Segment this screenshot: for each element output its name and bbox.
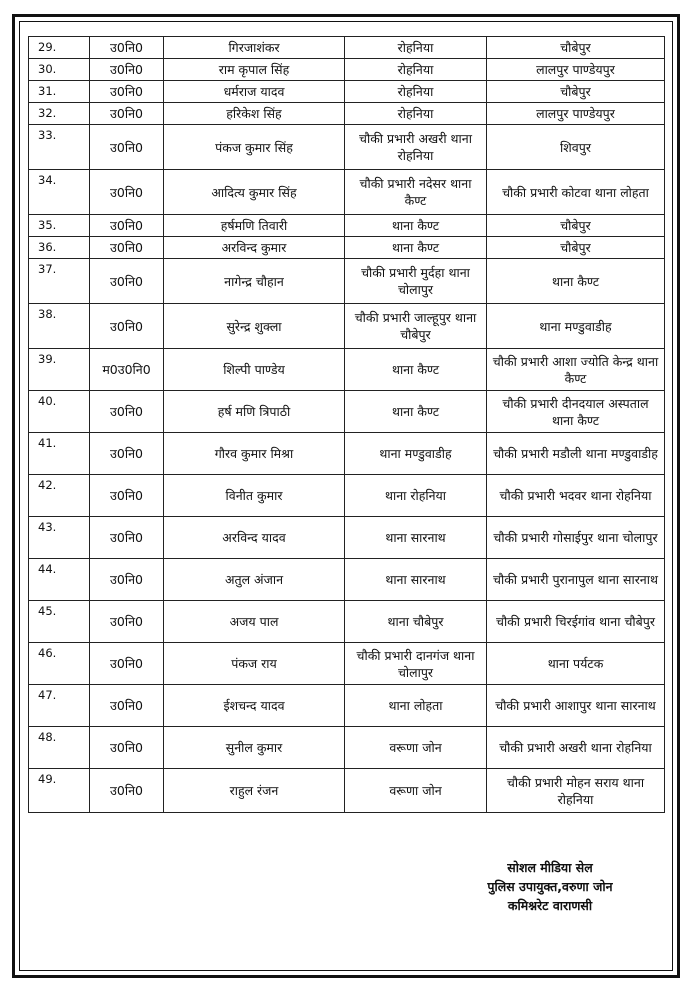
serial-number-cell: 40.: [29, 391, 90, 433]
current-posting-cell: रोहनिया: [345, 59, 487, 81]
officer-name-cell: हरिकेश सिंह: [164, 103, 345, 125]
current-posting-cell: थाना कैण्ट: [345, 391, 487, 433]
current-posting-cell: रोहनिया: [345, 81, 487, 103]
rank-cell: उ0नि0: [90, 727, 164, 769]
current-posting-cell: रोहनिया: [345, 103, 487, 125]
officer-name-cell: पंकज राय: [164, 643, 345, 685]
rank-cell: उ0नि0: [90, 601, 164, 643]
new-posting-cell: चौकी प्रभारी भदवर थाना रोहनिया: [487, 475, 665, 517]
serial-number-cell: 45.: [29, 601, 90, 643]
signature-line-commissionerate: कमिश्नरेट वाराणसी: [507, 898, 593, 913]
serial-number-cell: 31.: [29, 81, 90, 103]
table-row: [29, 433, 665, 475]
table-row: [29, 475, 665, 517]
officer-name-cell: शिल्पी पाण्डेय: [164, 349, 345, 391]
rank-cell: उ0नि0: [90, 643, 164, 685]
new-posting-cell: चौकी प्रभारी अखरी थाना रोहनिया: [487, 727, 665, 769]
current-posting-cell: थाना कैण्ट: [345, 237, 487, 259]
rank-cell: उ0नि0: [90, 37, 164, 59]
table-row: [29, 685, 665, 727]
new-posting-cell: चौकी प्रभारी दीनदयाल अस्पताल थाना कैण्ट: [487, 391, 665, 433]
officer-name-cell: राहुल रंजन: [164, 769, 345, 813]
current-posting-cell: रोहनिया: [345, 37, 487, 59]
table-row: [29, 37, 665, 59]
current-posting-cell: थाना कैण्ट: [345, 349, 487, 391]
current-posting-cell: थाना लोहता: [345, 685, 487, 727]
serial-number-cell: 44.: [29, 559, 90, 601]
new-posting-cell: चौकी प्रभारी आशापुर थाना सारनाथ: [487, 685, 665, 727]
rank-cell: उ0नि0: [90, 517, 164, 559]
transfer-table-body: [29, 37, 665, 813]
officer-name-cell: नागेन्द्र चौहान: [164, 259, 345, 304]
rank-cell: उ0नि0: [90, 237, 164, 259]
table-row: [29, 81, 665, 103]
new-posting-cell: लालपुर पाण्डेयपुर: [487, 59, 665, 81]
rank-cell: उ0नि0: [90, 685, 164, 727]
new-posting-cell: चौकी प्रभारी चिरईगांव थाना चौबेपुर: [487, 601, 665, 643]
rank-cell: उ0नि0: [90, 59, 164, 81]
rank-cell: उ0नि0: [90, 433, 164, 475]
current-posting-cell: वरूणा जोन: [345, 727, 487, 769]
serial-number-cell: 49.: [29, 769, 90, 813]
rank-cell: म0उ0नि0: [90, 349, 164, 391]
new-posting-cell: थाना मण्डुवाडीह: [487, 304, 665, 349]
serial-number-cell: 47.: [29, 685, 90, 727]
table-row: [29, 769, 665, 813]
table-row: [29, 170, 665, 215]
current-posting-cell: चौकी प्रभारी दानगंज थाना चोलापुर: [345, 643, 487, 685]
new-posting-cell: चौबेपुर: [487, 237, 665, 259]
officer-name-cell: सुनील कुमार: [164, 727, 345, 769]
serial-number-cell: 42.: [29, 475, 90, 517]
serial-number-cell: 37.: [29, 259, 90, 304]
serial-number-cell: 35.: [29, 215, 90, 237]
new-posting-cell: थाना कैण्ट: [487, 259, 665, 304]
officer-name-cell: अरविन्द यादव: [164, 517, 345, 559]
officer-name-cell: अतुल अंजान: [164, 559, 345, 601]
current-posting-cell: चौकी प्रभारी मुर्दहा थाना चोलापुर: [345, 259, 487, 304]
current-posting-cell: चौकी प्रभारी जाल्हूपुर थाना चौबेपुर: [345, 304, 487, 349]
officer-name-cell: धर्मराज यादव: [164, 81, 345, 103]
officer-name-cell: विनीत कुमार: [164, 475, 345, 517]
table-row: [29, 559, 665, 601]
table-row: [29, 237, 665, 259]
table-row: [29, 59, 665, 81]
table-row: [29, 125, 665, 170]
rank-cell: उ0नि0: [90, 559, 164, 601]
current-posting-cell: चौकी प्रभारी अखरी थाना रोहनिया: [345, 125, 487, 170]
signature-block: [440, 858, 660, 915]
officer-name-cell: राम कृपाल सिंह: [164, 59, 345, 81]
new-posting-cell: चौबेपुर: [487, 81, 665, 103]
officer-name-cell: अजय पाल: [164, 601, 345, 643]
current-posting-cell: थाना मण्डुवाडीह: [345, 433, 487, 475]
current-posting-cell: थाना कैण्ट: [345, 215, 487, 237]
signature-line-office: पुलिस उपायुक्त,वरुणा जोन: [487, 879, 613, 894]
rank-cell: उ0नि0: [90, 391, 164, 433]
serial-number-cell: 30.: [29, 59, 90, 81]
officer-name-cell: गिरजाशंकर: [164, 37, 345, 59]
officer-name-cell: अरविन्द कुमार: [164, 237, 345, 259]
current-posting-cell: थाना रोहनिया: [345, 475, 487, 517]
officer-name-cell: गौरव कुमार मिश्रा: [164, 433, 345, 475]
serial-number-cell: 34.: [29, 170, 90, 215]
new-posting-cell: चौकी प्रभारी आशा ज्योति केन्द्र थाना कैण्ट: [487, 349, 665, 391]
serial-number-cell: 41.: [29, 433, 90, 475]
table-row: [29, 103, 665, 125]
new-posting-cell: चौकी प्रभारी मडौली थाना मण्डुवाडीह: [487, 433, 665, 475]
new-posting-cell: शिवपुर: [487, 125, 665, 170]
new-posting-cell: चौबेपुर: [487, 37, 665, 59]
table-row: [29, 349, 665, 391]
serial-number-cell: 33.: [29, 125, 90, 170]
officer-name-cell: आदित्य कुमार सिंह: [164, 170, 345, 215]
officer-name-cell: हर्ष मणि त्रिपाठी: [164, 391, 345, 433]
new-posting-cell: चौकी प्रभारी मोहन सराय थाना रोहनिया: [487, 769, 665, 813]
serial-number-cell: 46.: [29, 643, 90, 685]
current-posting-cell: चौकी प्रभारी नदेसर थाना कैण्ट: [345, 170, 487, 215]
current-posting-cell: थाना चौबेपुर: [345, 601, 487, 643]
serial-number-cell: 29.: [29, 37, 90, 59]
serial-number-cell: 39.: [29, 349, 90, 391]
table-row: [29, 259, 665, 304]
table-row: [29, 391, 665, 433]
rank-cell: उ0नि0: [90, 215, 164, 237]
officer-name-cell: पंकज कुमार सिंह: [164, 125, 345, 170]
rank-cell: उ0नि0: [90, 125, 164, 170]
serial-number-cell: 38.: [29, 304, 90, 349]
rank-cell: उ0नि0: [90, 304, 164, 349]
new-posting-cell: चौकी प्रभारी कोटवा थाना लोहता: [487, 170, 665, 215]
officer-name-cell: हर्षमणि तिवारी: [164, 215, 345, 237]
current-posting-cell: थाना सारनाथ: [345, 517, 487, 559]
new-posting-cell: थाना पर्यटक: [487, 643, 665, 685]
serial-number-cell: 36.: [29, 237, 90, 259]
table-row: [29, 727, 665, 769]
new-posting-cell: चौकी प्रभारी पुरानापुल थाना सारनाथ: [487, 559, 665, 601]
rank-cell: उ0नि0: [90, 170, 164, 215]
current-posting-cell: वरूणा जोन: [345, 769, 487, 813]
officer-name-cell: सुरेन्द्र शुक्ला: [164, 304, 345, 349]
table-row: [29, 304, 665, 349]
new-posting-cell: लालपुर पाण्डेयपुर: [487, 103, 665, 125]
rank-cell: उ0नि0: [90, 769, 164, 813]
new-posting-cell: चौकी प्रभारी गोसाईपुर थाना चोलापुर: [487, 517, 665, 559]
serial-number-cell: 32.: [29, 103, 90, 125]
serial-number-cell: 43.: [29, 517, 90, 559]
rank-cell: उ0नि0: [90, 103, 164, 125]
table-row: [29, 643, 665, 685]
transfer-table: [28, 36, 665, 813]
rank-cell: उ0नि0: [90, 81, 164, 103]
rank-cell: उ0नि0: [90, 259, 164, 304]
new-posting-cell: चौबेपुर: [487, 215, 665, 237]
officer-name-cell: ईशचन्द यादव: [164, 685, 345, 727]
current-posting-cell: थाना सारनाथ: [345, 559, 487, 601]
serial-number-cell: 48.: [29, 727, 90, 769]
rank-cell: उ0नि0: [90, 475, 164, 517]
table-row: [29, 601, 665, 643]
table-row: [29, 517, 665, 559]
table-row: [29, 215, 665, 237]
signature-line-cell: सोशल मीडिया सेल: [507, 860, 593, 875]
